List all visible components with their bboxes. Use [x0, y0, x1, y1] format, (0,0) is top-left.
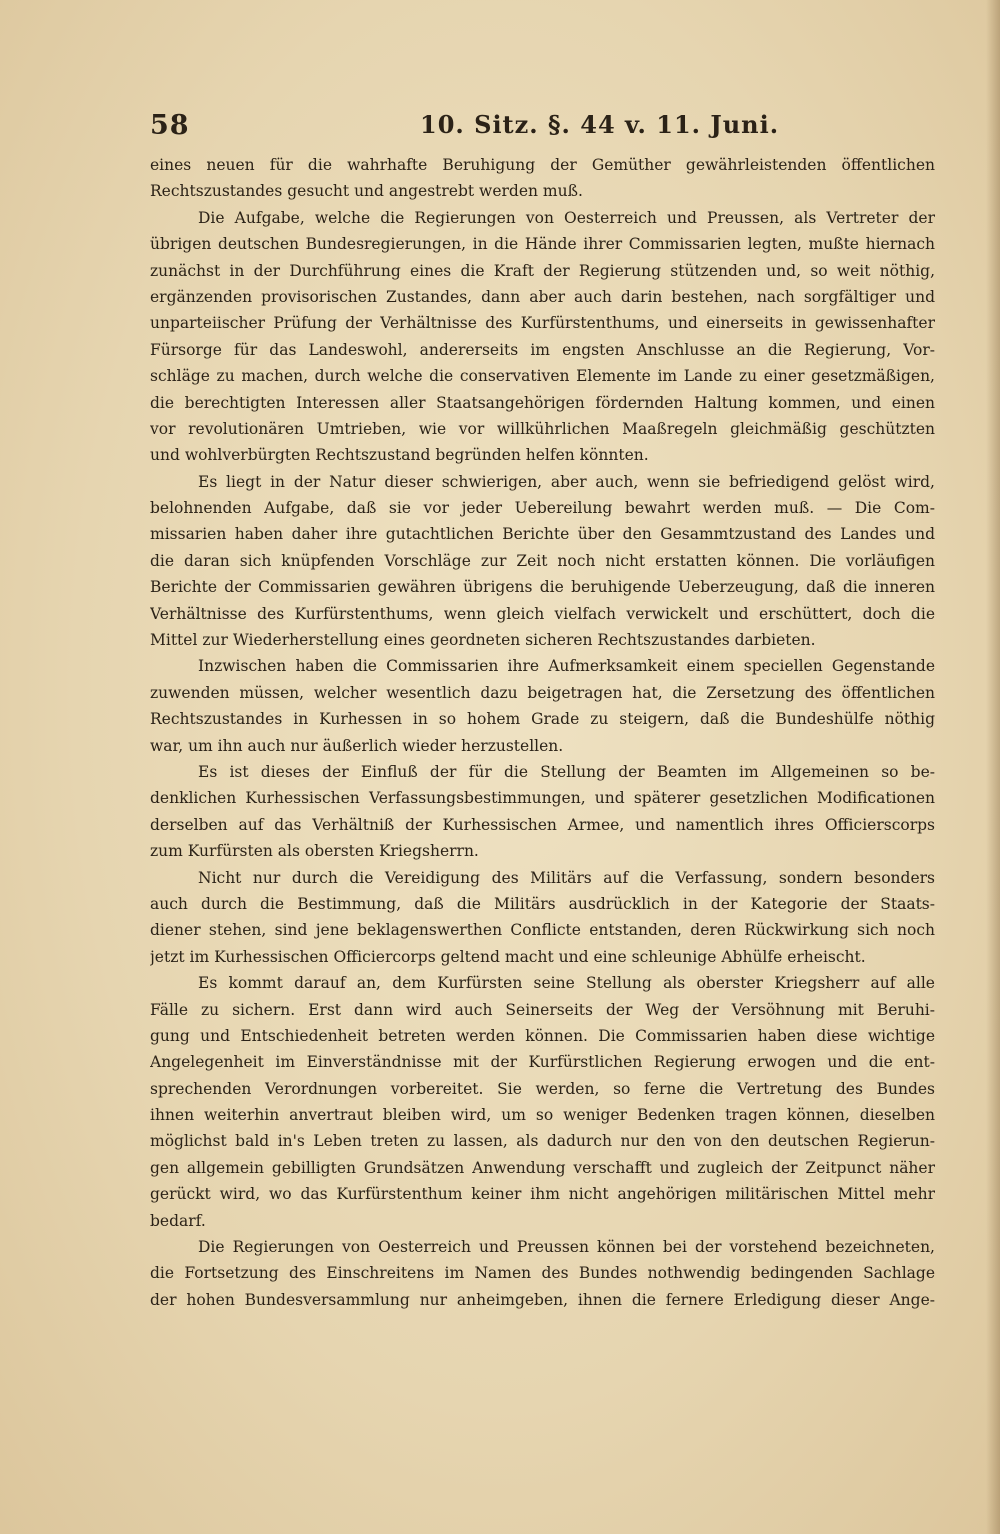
text-line: übrigen deutschen Bundesregierungen, in die Hände ihrer Commissarien legten, mußte hiernach — [150, 235, 935, 254]
text-line: unparteiischer Prüfung der Verhältnisse des Kurfürstenthums, und einerseits in gewissenhafter — [150, 314, 935, 333]
text-line: Rechtszustandes gesucht und angestrebt werden muß. — [150, 182, 583, 201]
page-edge-shadow — [986, 0, 1000, 1534]
text-line: Rechtszustandes in Kurhessen in so hohem Grade zu steigern, daß die Bundeshülfe nöthig — [150, 710, 935, 729]
text-line: die Fortsetzung des Einschreitens im Namen des Bundes nothwendig bedingenden Sachlage — [150, 1264, 935, 1283]
text-line: war, um ihn auch nur äußerlich wieder herzustellen. — [150, 736, 564, 755]
text-line: gerückt wird, wo das Kurfürstenthum keiner ihm nicht angehörigen militärischen Mittel mehr — [150, 1185, 935, 1204]
text-line: diener stehen, sind jene beklagenswerthen Conflicte entstanden, deren Rückwirkung sich noch — [150, 921, 935, 940]
text-line: bedarf. — [150, 1211, 206, 1230]
text-line: zum Kurfürsten als obersten Kriegsherrn. — [150, 842, 479, 861]
text-line: vor revolutionären Umtrieben, wie vor willkührlichen Maaßregeln gleichmäßig geschützten — [150, 419, 935, 438]
text-line: Fürsorge für das Landeswohl, andererseits im engsten Anschlusse an die Regierung, Vor- — [150, 340, 935, 359]
text-line: Es liegt in der Natur dieser schwierigen, aber auch, wenn sie befriedigend gelöst wird, — [198, 472, 935, 491]
text-line: auch durch die Bestimmung, daß die Militärs ausdrücklich in der Kategorie der Staats- — [150, 894, 935, 913]
text-line: Inzwischen haben die Commissarien ihre Aufmerksamkeit einem speciellen Gegenstande — [198, 657, 935, 676]
text-line: der hohen Bundesversammlung nur anheimgeben, ihnen die fernere Erledigung dieser Ange- — [150, 1290, 935, 1309]
text-line: ergänzenden provisorischen Zustandes, dann aber auch darin bestehen, nach sorgfältiger und — [150, 287, 935, 306]
text-line: Es kommt darauf an, dem Kurfürsten seine Stellung als oberster Kriegsherr auf alle — [198, 974, 935, 993]
text-line: Es ist dieses der Einfluß der für die Stellung der Beamten im Allgemeinen so be- — [198, 762, 935, 781]
text-line: die daran sich knüpfenden Vorschläge zur Zeit noch nicht erstatten können. Die vorläufigen — [150, 551, 935, 570]
text-line: Mittel zur Wiederherstellung eines geordneten sicheren Rechtszustandes darbieten. — [150, 631, 816, 650]
text-line: belohnenden Aufgabe, daß sie vor jeder Uebereilung bewahrt werden muß. — Die Com- — [150, 499, 935, 518]
text-line: gen allgemein gebilligten Grundsätzen Anwendung verschafft und zugleich der Zeitpunct näher — [150, 1158, 935, 1177]
text-line: Berichte der Commissarien gewähren übrigens die beruhigende Ueberzeugung, daß die inneren — [150, 578, 935, 597]
text-line: Die Regierungen von Oesterreich und Preussen können bei der vorstehend bezeichneten, — [198, 1238, 935, 1257]
text-line: jetzt im Kurhessischen Officiercorps geltend macht und eine schleunige Abhülfe erheischt. — [150, 947, 866, 966]
running-head: 10. Sitz. §. 44 v. 11. Juni. — [420, 110, 780, 139]
text-line: sprechenden Verordnungen vorbereitet. Sie werden, so ferne die Vertretung des Bundes — [150, 1079, 935, 1098]
text-line: Die Aufgabe, welche die Regierungen von Oesterreich und Preussen, als Vertreter der — [198, 208, 935, 227]
body-text — [150, 152, 935, 1313]
text-line: gung und Entschiedenheit betreten werden können. Die Commissarien haben diese wichtige — [150, 1026, 935, 1045]
text-line: und wohlverbürgten Rechtszustand begründen helfen könnten. — [150, 446, 649, 465]
text-line: missarien haben daher ihre gutachtlichen Berichte über den Gesammtzustand des Landes und — [150, 525, 935, 544]
text-line: möglichst bald in's Leben treten zu lassen, als dadurch nur den von den deutschen Regierun- — [150, 1132, 935, 1151]
text-line: Angelegenheit im Einverständnisse mit der Kurfürstlichen Regierung erwogen und die ent- — [150, 1053, 935, 1072]
text-line: eines neuen für die wahrhafte Beruhigung der Gemüther gewährleistenden öffentlichen — [150, 156, 935, 174]
page-header — [150, 110, 935, 150]
text-line: Fälle zu sichern. Erst dann wird auch Seinerseits der Weg der Versöhnung mit Beruhi- — [150, 1000, 935, 1019]
text-line: Verhältnisse des Kurfürstenthums, wenn gleich vielfach verwickelt und erschüttert, doch die — [150, 604, 935, 623]
text-line: derselben auf das Verhältniß der Kurhessischen Armee, und namentlich ihres Officierscorps — [150, 815, 935, 834]
text-line: denklichen Kurhessischen Verfassungsbestimmungen, und späterer gesetzlichen Modificationen — [150, 789, 935, 808]
page-number: 58 — [150, 110, 190, 141]
text-line: ihnen weiterhin anvertraut bleiben wird, um so weniger Bedenken tragen können, dieselben — [150, 1106, 935, 1125]
text-line: zunächst in der Durchführung eines die Kraft der Regierung stützenden und, so weit nöthig, — [150, 261, 935, 280]
text-line: zuwenden müssen, welcher wesentlich dazu beigetragen hat, die Zersetzung des öffentlichen — [150, 683, 935, 702]
text-line: die berechtigten Interessen aller Staatsangehörigen fördernden Haltung kommen, und einen — [150, 393, 935, 412]
text-line: Nicht nur durch die Vereidigung des Militärs auf die Verfassung, sondern besonders — [198, 868, 935, 887]
text-line: schläge zu machen, durch welche die conservativen Elemente im Lande zu einer gesetzmäßigen, — [150, 367, 935, 386]
